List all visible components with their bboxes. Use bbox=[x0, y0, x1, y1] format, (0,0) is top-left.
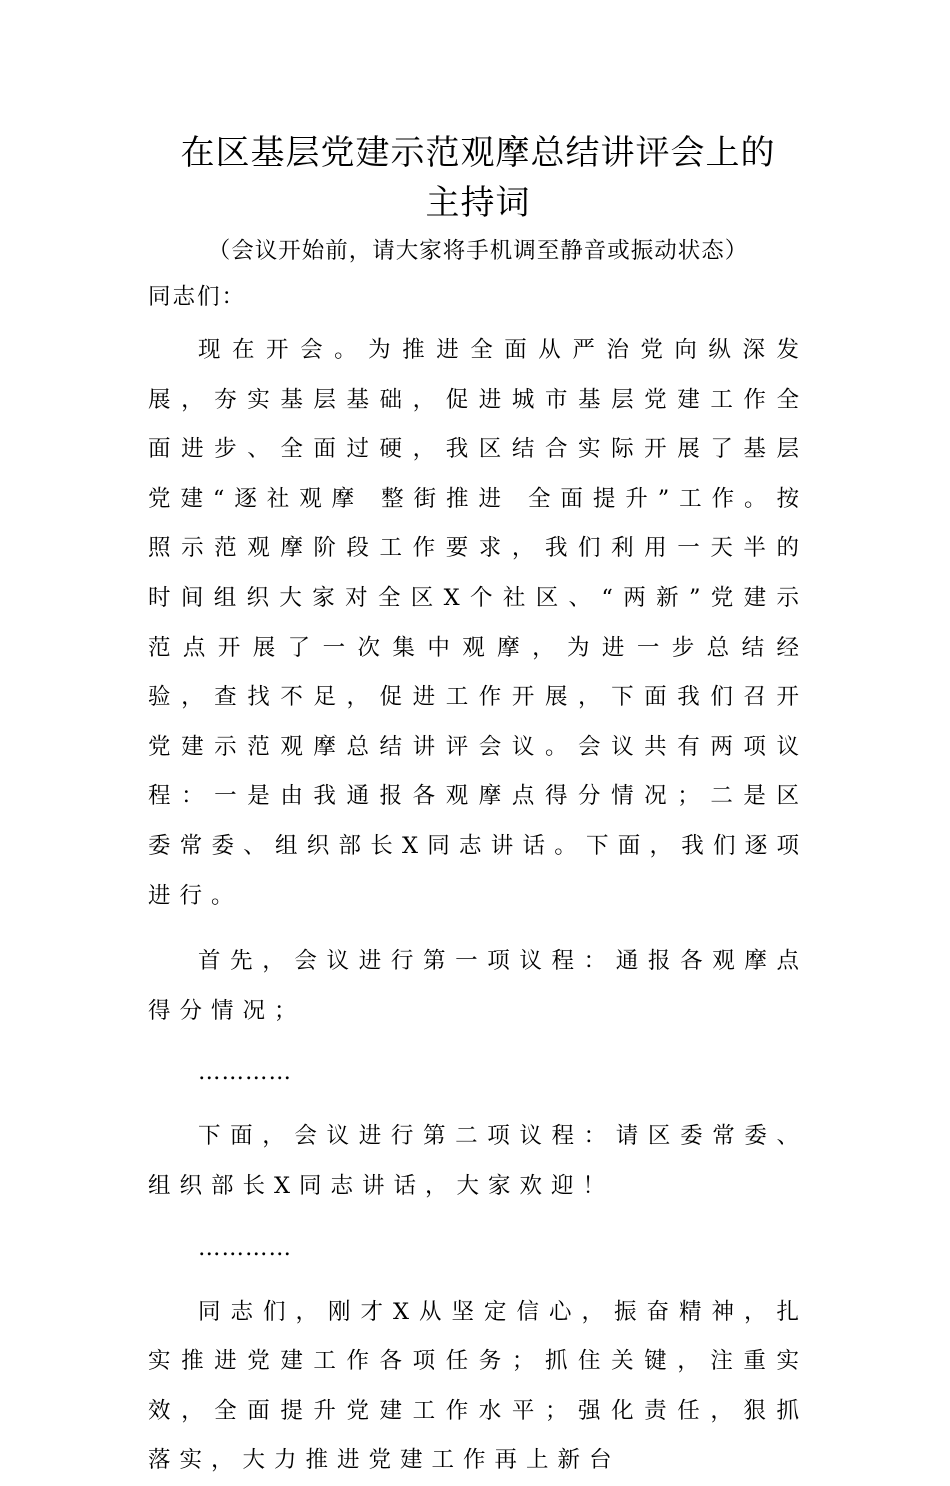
paragraph-agenda-2: 下面，会议进行第二项议程：请区委常委、组织部长X同志讲话，大家欢迎！ bbox=[148, 1123, 808, 1199]
title-line-1: 在区基层党建示范观摩总结讲评会上的 bbox=[180, 133, 776, 173]
document-title bbox=[148, 128, 808, 228]
ellipsis-2: ………… bbox=[198, 1234, 292, 1261]
paragraph-agenda-1: 首先，会议进行第一项议程：通报各观摩点得分情况； bbox=[148, 948, 808, 1024]
title-line-2: 主持词 bbox=[425, 183, 531, 223]
salutation: 同志们： bbox=[148, 284, 247, 310]
meeting-note: （会议开始前，请大家将手机调至静音或振动状态） bbox=[207, 238, 749, 264]
document-page bbox=[148, 128, 808, 1486]
ellipsis-1: ………… bbox=[198, 1059, 292, 1086]
paragraph-opening: 现在开会。为推进全面从严治党向纵深发展，夯实基层基础，促进城市基层党建工作全面进步、全面过硬，我区结合实际开展了基层党建“逐社观摩 整街推进 全面提升”工作。按照示范观摩阶段工作要求，我们利用一天半的时间组织大家对全区X个社区、“两新”党建示范点开展了一次集中观摩，为进一步总结经验，查找不足，促进工作开展，下面我们召开党建示范观摩总结讲评会议。会议共有两项议程：一是由我通报各观摩点得分情况；二是区委常委、组织部长X同志讲话。下面，我们逐项进行。 bbox=[148, 337, 808, 909]
paragraph-closing: 同志们，刚才X从坚定信心，振奋精神，扎实推进党建工作各项任务；抓住关键，注重实效，全面提升党建工作水平；强化责任，狠抓落实，大力推进党建工作再上新台 bbox=[148, 1298, 808, 1474]
